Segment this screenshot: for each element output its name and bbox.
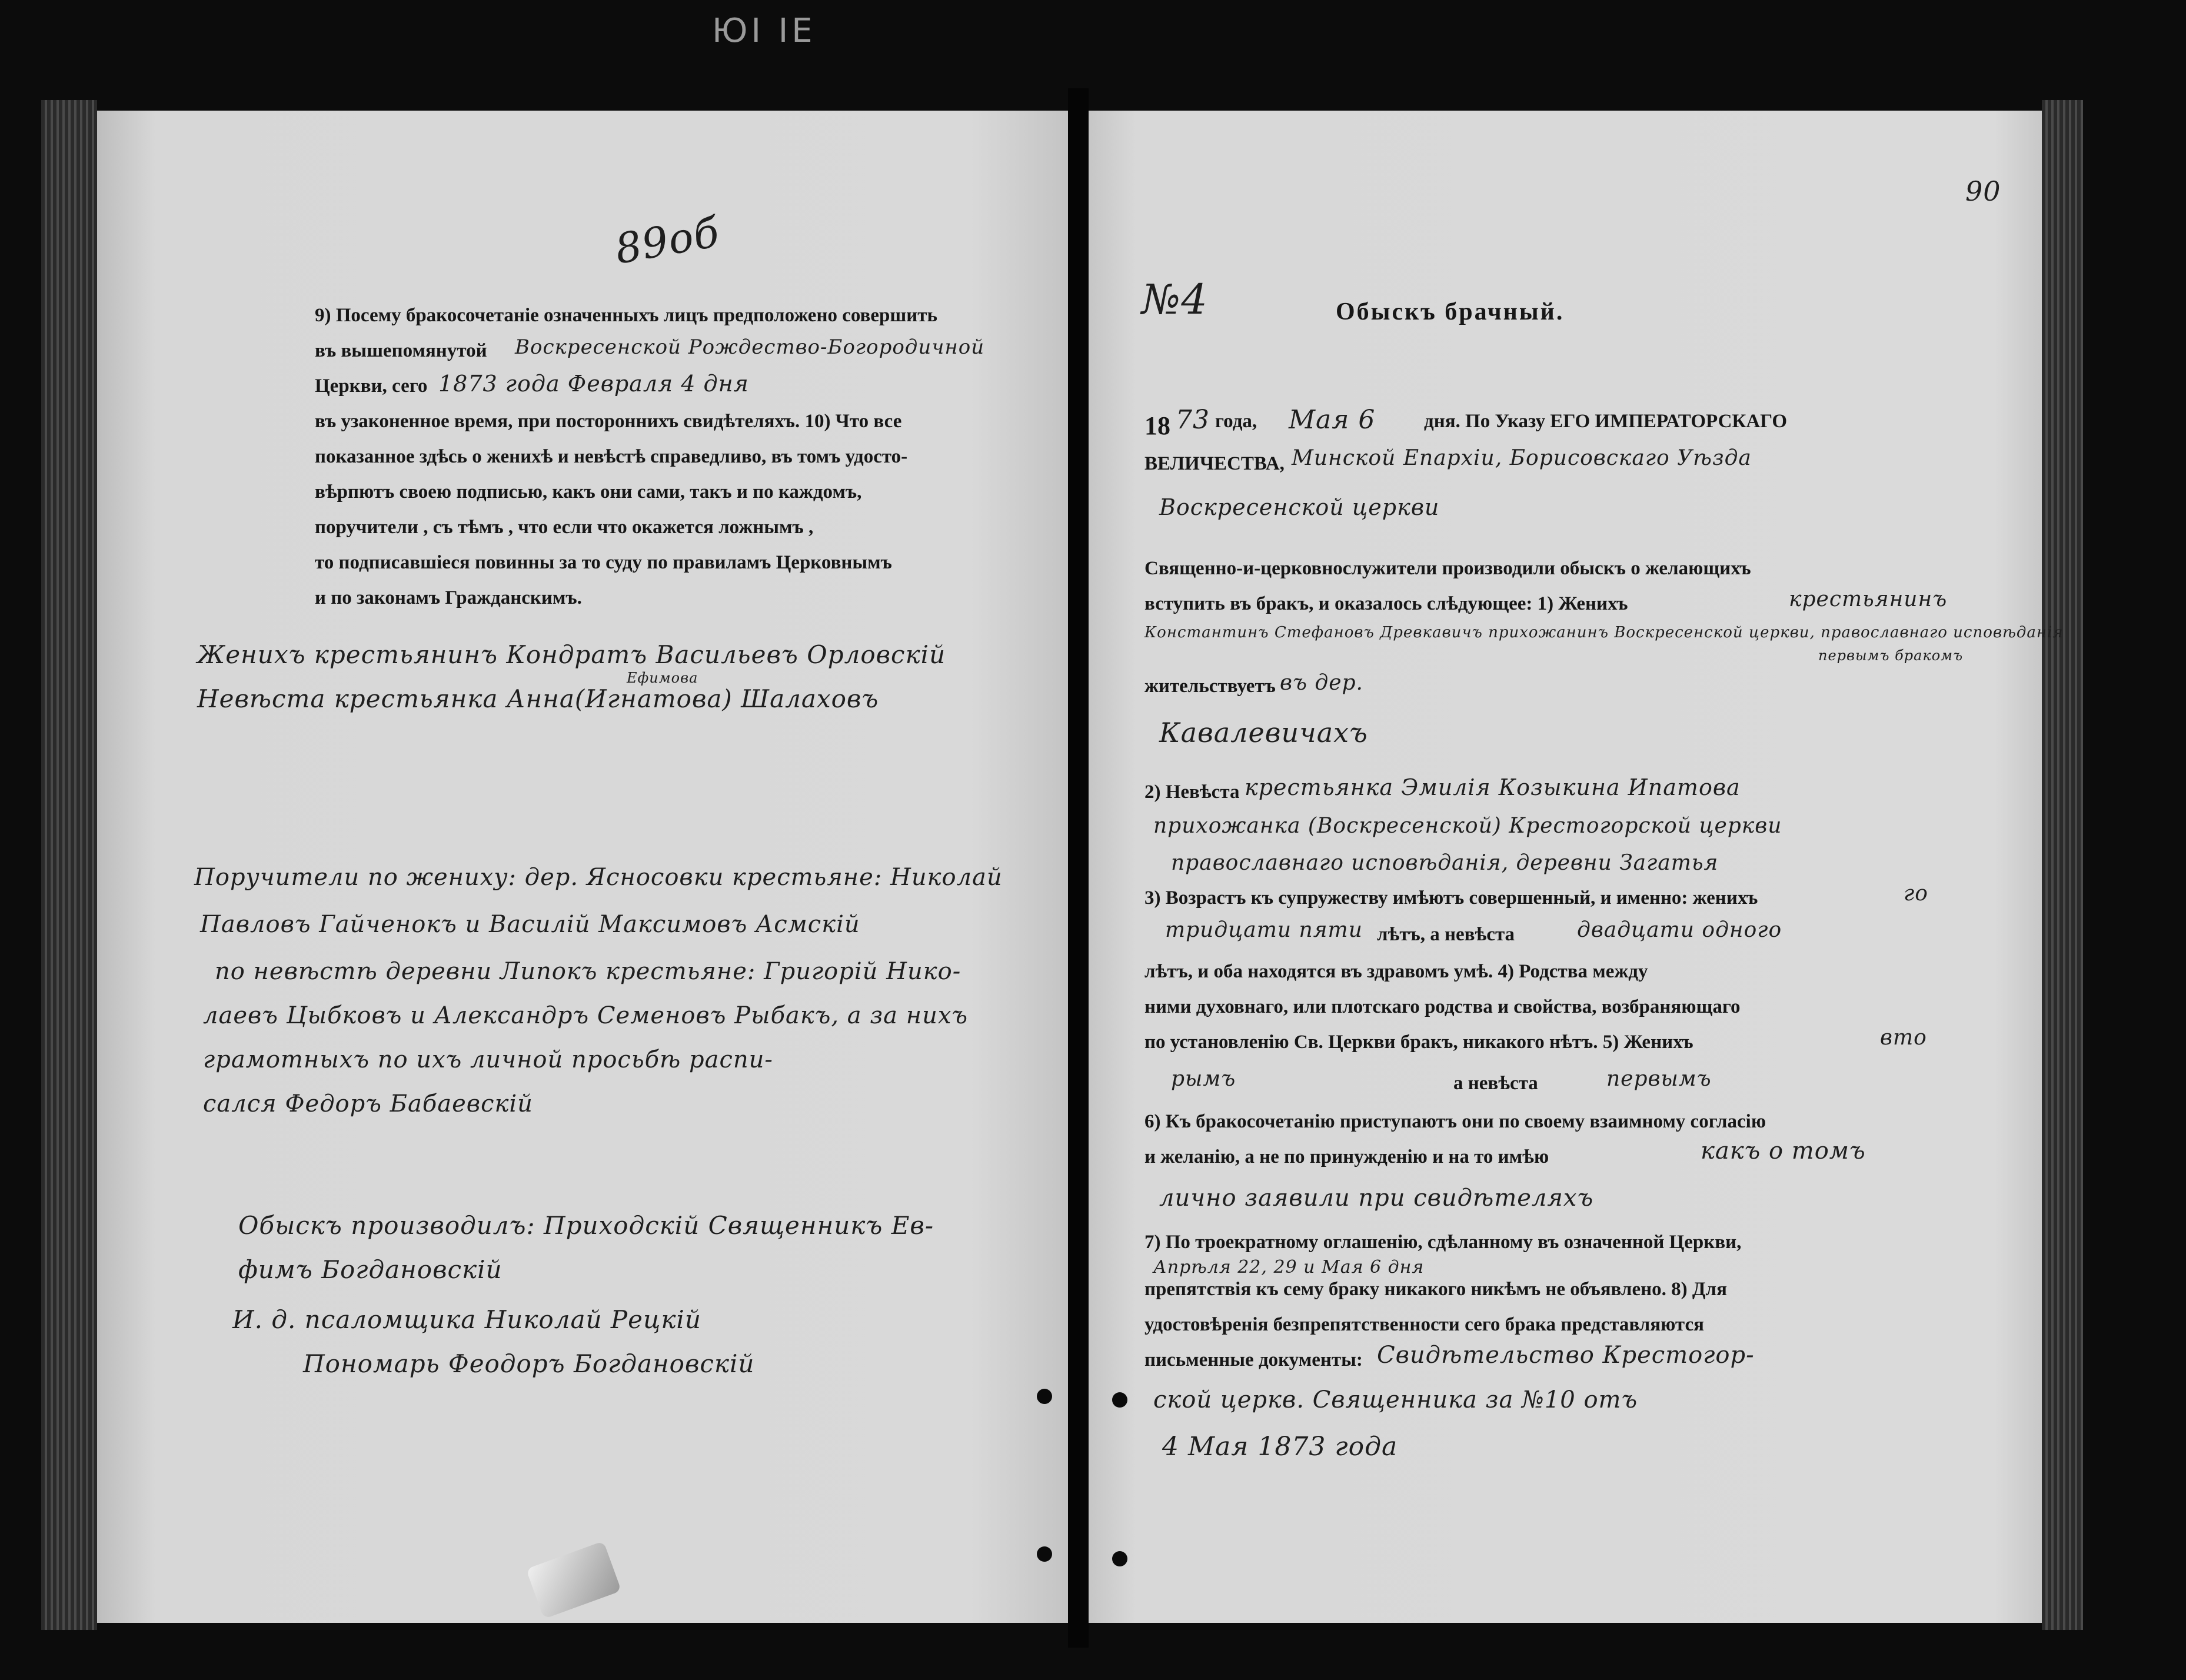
year-prefix: 18 — [1144, 411, 1170, 440]
date-handwriting: 1873 года Февраля 4 дня — [438, 371, 749, 397]
village-handwriting: Кавалевичахъ — [1159, 717, 1368, 748]
left-book-edge — [41, 100, 97, 1630]
groom-details-handwriting: Константинъ Стефановъ Древкавичъ прихожанинъ Воскресенской церкви, православнаго исповѣданія — [1144, 624, 2064, 641]
kinship-line-1: лѣтъ, и оба находятся въ здравомъ умѣ. 4) Родства между — [1144, 961, 1648, 982]
bride-name-handwriting: крестьянка Эмилія Козыкина Ипатова — [1245, 774, 1741, 800]
clause-10-line-5: то подписавшіеся повинны за то суду по правиламъ Церковнымъ — [315, 552, 892, 573]
groom-marriage-order-handwriting-2: рымъ — [1171, 1067, 1236, 1091]
documents-line-1: удостовѣренія безпрепятственности сего брака представляются — [1144, 1314, 1704, 1335]
officiant-line-4: Пономарь Феодоръ Богдановскій — [303, 1349, 755, 1378]
year-handwriting: 73 — [1176, 405, 1210, 435]
clause-10-line-4: поручители , съ тѣмъ , что если что окажется ложнымъ , — [315, 517, 814, 538]
clause-10-line-2: показанное здѣсь о женихѣ и невѣстѣ справедливо, въ томъ удосто- — [315, 446, 908, 467]
binding-hole — [1112, 1392, 1127, 1408]
kinship-line-2: ними духовнаго, или плотскаго родства и свойства, возбраняющаго — [1144, 996, 1741, 1017]
bride-marriage-order-handwriting: первымъ — [1606, 1067, 1712, 1091]
consent-handwriting-2: лично заявили при свидѣтеляхъ — [1159, 1185, 1594, 1212]
bride-superscript: Ефимова — [627, 670, 698, 686]
bride-age-handwriting: двадцати одного — [1577, 918, 1782, 942]
clause-10-line-3: вѣрпютъ своею подписью, какъ они сами, такъ и по каждомъ, — [315, 481, 862, 503]
guarantors-line-2: Павловъ Гайченокъ и Василій Максимовъ Асмскій — [200, 911, 860, 938]
groom-age-suffix-handwriting: го — [1904, 881, 1928, 906]
documents-handwriting-3: 4 Мая 1873 года — [1162, 1432, 1398, 1462]
binding-hole — [1112, 1551, 1127, 1566]
month-handwriting: Мая 6 — [1289, 405, 1376, 435]
document-title: Обыскъ брачный. — [1336, 298, 1565, 325]
age-text: 3) Возрастъ къ супружеству имѣютъ совершенный, и именно: женихъ — [1144, 887, 1758, 909]
page-number: 89об — [611, 208, 723, 274]
book-gutter — [1068, 88, 1089, 1648]
officiant-line-2: фимъ Богдановскій — [238, 1255, 503, 1284]
binding-hole — [1037, 1546, 1052, 1562]
residence-text: жительствуетъ — [1144, 676, 1276, 697]
kinship-line-3: по установленію Св. Церкви бракъ, никакого нѣтъ. 5) Женихъ — [1144, 1032, 1693, 1053]
groom-age-handwriting: тридцати пяти — [1165, 918, 1363, 942]
banns-line-1: 7) По троекратному оглашенію, сдѣланному въ означенной Церкви, — [1144, 1232, 1742, 1253]
clause-10-line-6: и по законамъ Гражданскимъ. — [315, 587, 582, 608]
bride-parish-handwriting: прихожанка (Воскресенской) Крестогорской церкви — [1153, 814, 1782, 838]
guarantors-line-4: лаевъ Цыбковъ и Александръ Семеновъ Рыбакъ, а за нихъ — [203, 1002, 969, 1029]
bride-label: 2) Невѣста — [1144, 781, 1240, 803]
consent-line-2: и желанію, а не по принужденію и на то имѣю — [1144, 1146, 1549, 1167]
guarantors-line-6: сался Федоръ Бабаевскій — [203, 1090, 533, 1117]
folio-number: 90 — [1965, 175, 2001, 207]
officiant-line-1: Обыскъ производилъ: Приходскій Священникъ Ев- — [238, 1211, 934, 1240]
clause-10-line-1: въ узаконенное время, при постороннихъ свидѣтеляхъ. 10) Что все — [315, 411, 902, 432]
archive-stamp: ЮІ ІЕ — [712, 12, 816, 50]
residence-handwriting: въ дер. — [1280, 671, 1363, 695]
groom-marriage-order-handwriting-1: вто — [1880, 1026, 1927, 1050]
consent-line-1: 6) Къ бракосочетанію приступаютъ они по своему взаимному согласію — [1144, 1111, 1766, 1132]
groom-signature-line: Женихъ крестьянинъ Кондратъ Васильевъ Орловскій — [197, 640, 946, 669]
age-text-2: лѣтъ, а невѣста — [1377, 924, 1515, 945]
left-page — [97, 111, 1068, 1623]
clause-9-line-2: въ вышепомянутой — [315, 340, 487, 361]
guarantors-line-1: Поручители по жениху: дер. Ясносовки крестьяне: Николай — [194, 864, 1003, 891]
majesty-text: ВЕЛИЧЕСТВА, — [1144, 453, 1285, 474]
guarantors-line-5: грамотныхъ по ихъ личной просьбѣ распи- — [203, 1046, 773, 1073]
banns-dates-handwriting: Апрѣля 22, 29 и Мая 6 дня — [1153, 1257, 1425, 1278]
documents-handwriting-1: Свидѣтельство Крестогор- — [1377, 1342, 1755, 1369]
bride-signature-line: Невѣста крестьянка Анна(Игнатова) Шалаховъ — [197, 684, 879, 713]
bride-village-handwriting: православнаго исповѣданія, деревни Загатья — [1171, 851, 1719, 875]
clause-9-line-1: 9) Посему бракосочетаніе означенныхъ лицъ предположено совершить — [315, 305, 937, 326]
groom-status-handwriting: крестьянинъ — [1789, 587, 1948, 611]
clause-9-line-3: Церкви, сего — [315, 375, 428, 397]
guarantors-line-3: по невѣстѣ деревни Липокъ крестьяне: Григорій Нико- — [215, 958, 961, 985]
documents-handwriting-2: ской церкв. Священника за №10 отъ — [1153, 1386, 1638, 1413]
marry-text: вступить въ бракъ, и оказалось слѣдующее: 1) Женихъ — [1144, 593, 1628, 614]
right-book-edge — [2042, 100, 2083, 1630]
date-text: года, — [1215, 411, 1257, 432]
consent-handwriting-1: какъ о томъ — [1701, 1137, 1866, 1165]
bride-marriage-text: а невѣста — [1453, 1073, 1538, 1094]
church-handwriting: Воскресенской Рождество-Богородичной — [515, 335, 985, 359]
right-page — [1089, 111, 2064, 1623]
clerics-text: Священно-и-церковнослужители производили обыскъ о желающихъ — [1144, 558, 1751, 579]
church-name-handwriting: Воскресенской церкви — [1159, 494, 1440, 520]
documents-line-2: письменные документы: — [1144, 1349, 1363, 1370]
decree-text: дня. По Указу ЕГО ИМПЕРАТОРСКАГО — [1424, 411, 1788, 432]
officiant-line-3: И. д. псаломщика Николай Рецкій — [232, 1305, 701, 1334]
binding-hole — [1037, 1389, 1052, 1404]
act-number: №4 — [1142, 275, 1208, 324]
banns-line-2: препятствія къ сему браку никакого никѣмъ не объявлено. 8) Для — [1144, 1279, 1727, 1300]
groom-marriage-handwriting: первымъ бракомъ — [1818, 647, 1964, 664]
eparchy-handwriting: Минской Епархіи, Борисовскаго Уѣзда — [1292, 446, 1752, 470]
